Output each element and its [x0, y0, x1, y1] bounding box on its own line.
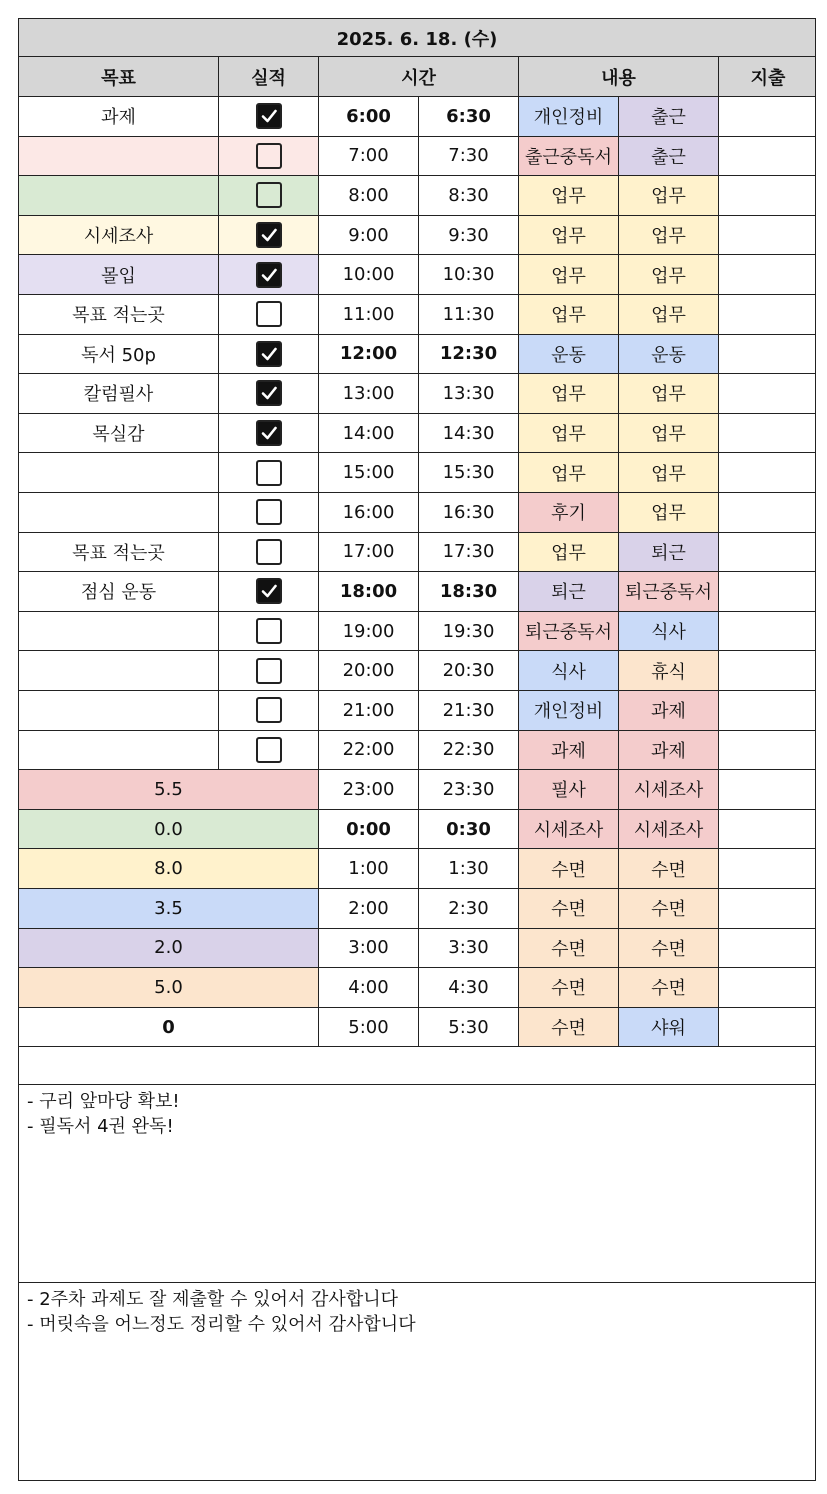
header-spend: 지출 — [750, 67, 786, 89]
summary-row — [19, 849, 815, 889]
header-content: 내용 — [519, 57, 719, 96]
content-cell[interactable]: 필사 — [519, 770, 619, 809]
content-cell[interactable]: 과제 — [619, 731, 719, 770]
done-cell — [219, 493, 319, 532]
summary-value-cell: 0 — [19, 1008, 319, 1047]
done-cell — [219, 335, 319, 374]
content-cell[interactable]: 운동 — [619, 335, 719, 374]
schedule-row — [19, 453, 815, 493]
unchecked-checkbox-icon[interactable] — [256, 618, 282, 644]
goal-cell[interactable]: 목표 적는곳 — [19, 533, 219, 572]
done-cell — [219, 216, 319, 255]
time-start-cell: 15:00 — [319, 453, 419, 492]
schedule-row — [19, 176, 815, 216]
goal-cell[interactable]: 점심 운동 — [19, 572, 219, 611]
time-half-cell: 20:30 — [419, 651, 519, 690]
time-half-cell: 2:30 — [419, 889, 519, 928]
spend-cell[interactable] — [719, 889, 817, 928]
goal-cell[interactable]: 몰입 — [19, 255, 219, 294]
goal-cell[interactable] — [19, 731, 219, 770]
checked-checkbox-icon[interactable] — [256, 341, 282, 367]
content-cell[interactable]: 퇴근 — [619, 533, 719, 572]
done-cell — [219, 572, 319, 611]
goal-cell[interactable]: 목실감 — [19, 414, 219, 453]
spend-cell[interactable] — [719, 493, 817, 532]
time-half-cell: 6:30 — [419, 97, 519, 136]
spend-cell[interactable] — [719, 414, 817, 453]
summary-row — [19, 1008, 815, 1048]
time-start-cell: 13:00 — [319, 374, 419, 413]
spend-cell[interactable] — [719, 295, 817, 334]
time-half-cell: 4:30 — [419, 968, 519, 1007]
time-start-cell: 19:00 — [319, 612, 419, 651]
time-half-cell: 11:30 — [419, 295, 519, 334]
time-half-cell: 8:30 — [419, 176, 519, 215]
summary-row — [19, 968, 815, 1008]
unchecked-checkbox-icon[interactable] — [256, 539, 282, 565]
time-half-cell: 22:30 — [419, 731, 519, 770]
goal-cell[interactable] — [19, 493, 219, 532]
time-start-cell: 9:00 — [319, 216, 419, 255]
content-cell[interactable]: 시세조사 — [619, 770, 719, 809]
header-done: 실적 — [219, 57, 319, 96]
content-cell[interactable]: 퇴근중독서 — [519, 612, 619, 651]
gratitude-notes[interactable] — [19, 1283, 815, 1482]
content-cell[interactable]: 시세조사 — [519, 810, 619, 849]
spend-cell[interactable] — [719, 255, 817, 294]
checked-checkbox-icon[interactable] — [256, 103, 282, 129]
time-half-cell: 5:30 — [419, 1008, 519, 1047]
schedule-row — [19, 731, 815, 771]
content-cell[interactable]: 식사 — [619, 612, 719, 651]
goal-note-line: - 필독서 4권 완독! — [27, 1116, 174, 1137]
time-start-cell: 7:00 — [319, 137, 419, 176]
content-cell[interactable]: 퇴근중독서 — [619, 572, 719, 611]
unchecked-checkbox-icon[interactable] — [256, 697, 282, 723]
content-cell[interactable]: 업무 — [619, 216, 719, 255]
content-cell[interactable]: 업무 — [619, 414, 719, 453]
content-cell[interactable]: 과제 — [519, 731, 619, 770]
done-cell — [219, 453, 319, 492]
content-cell[interactable]: 업무 — [619, 453, 719, 492]
checked-checkbox-icon[interactable] — [256, 420, 282, 446]
time-start-cell: 20:00 — [319, 651, 419, 690]
summary-value-cell: 5.0 — [19, 968, 319, 1007]
daily-planner-sheet — [18, 18, 816, 1481]
time-start-cell: 14:00 — [319, 414, 419, 453]
goal-note-line: - 구리 앞마당 확보! — [27, 1091, 180, 1112]
done-cell — [219, 731, 319, 770]
spend-cell[interactable] — [719, 216, 817, 255]
done-cell — [219, 374, 319, 413]
goal-cell[interactable] — [19, 176, 219, 215]
done-cell — [219, 137, 319, 176]
spend-cell[interactable] — [719, 810, 817, 849]
content-cell[interactable]: 출근 — [619, 97, 719, 136]
unchecked-checkbox-icon[interactable] — [256, 301, 282, 327]
goal-cell[interactable] — [19, 137, 219, 176]
time-half-cell: 9:30 — [419, 216, 519, 255]
goal-cell[interactable]: 시세조사 — [19, 216, 219, 255]
content-cell[interactable]: 운동 — [519, 335, 619, 374]
goal-cell[interactable] — [19, 453, 219, 492]
goal-cell[interactable] — [19, 691, 219, 730]
content-cell[interactable]: 업무 — [519, 374, 619, 413]
schedule-row — [19, 572, 815, 612]
time-start-cell: 1:00 — [319, 849, 419, 888]
time-start-cell: 16:00 — [319, 493, 419, 532]
schedule-row — [19, 533, 815, 573]
spend-cell[interactable] — [719, 849, 817, 888]
time-half-cell: 21:30 — [419, 691, 519, 730]
summary-row — [19, 770, 815, 810]
done-cell — [219, 176, 319, 215]
time-half-cell: 19:30 — [419, 612, 519, 651]
goal-cell[interactable] — [19, 651, 219, 690]
spend-cell[interactable] — [719, 691, 817, 730]
checked-checkbox-icon[interactable] — [256, 222, 282, 248]
summary-row — [19, 929, 815, 969]
spend-cell[interactable] — [719, 1008, 817, 1047]
content-cell[interactable]: 수면 — [519, 849, 619, 888]
schedule-row — [19, 414, 815, 454]
time-start-cell: 21:00 — [319, 691, 419, 730]
spend-cell[interactable] — [719, 572, 817, 611]
date-title: 2025. 6. 18. (수) — [19, 19, 815, 57]
content-cell[interactable]: 식사 — [519, 651, 619, 690]
spend-cell[interactable] — [719, 929, 817, 968]
content-cell[interactable]: 업무 — [619, 295, 719, 334]
summary-value-cell: 8.0 — [19, 849, 319, 888]
content-cell[interactable]: 업무 — [619, 493, 719, 532]
schedule-row — [19, 255, 815, 295]
schedule-row — [19, 216, 815, 256]
goal-cell[interactable] — [19, 612, 219, 651]
time-half-cell: 0:30 — [419, 810, 519, 849]
summary-value-cell: 5.5 — [19, 770, 319, 809]
column-header-row — [19, 57, 815, 97]
spend-cell[interactable] — [719, 137, 817, 176]
spend-cell[interactable] — [719, 453, 817, 492]
content-cell[interactable]: 과제 — [619, 691, 719, 730]
gratitude-note-line: - 2주차 과제도 잘 제출할 수 있어서 감사합니다 — [27, 1289, 398, 1310]
time-half-cell: 16:30 — [419, 493, 519, 532]
content-cell[interactable]: 퇴근 — [519, 572, 619, 611]
time-start-cell: 4:00 — [319, 968, 419, 1007]
content-cell[interactable]: 업무 — [519, 176, 619, 215]
spend-cell[interactable] — [719, 770, 817, 809]
summary-value-cell: 0.0 — [19, 810, 319, 849]
unchecked-checkbox-icon[interactable] — [256, 182, 282, 208]
goal-cell[interactable]: 목표 적는곳 — [19, 295, 219, 334]
content-cell[interactable]: 업무 — [519, 295, 619, 334]
content-cell[interactable]: 수면 — [619, 929, 719, 968]
schedule-row — [19, 335, 815, 375]
header-time: 시간 — [319, 57, 519, 96]
checked-checkbox-icon[interactable] — [256, 380, 282, 406]
schedule-row — [19, 97, 815, 137]
done-cell — [219, 414, 319, 453]
goal-cell[interactable]: 칼럼필사 — [19, 374, 219, 413]
content-cell[interactable]: 수면 — [519, 968, 619, 1007]
time-start-cell: 0:00 — [319, 810, 419, 849]
time-start-cell: 12:00 — [319, 335, 419, 374]
content-cell[interactable]: 수면 — [619, 968, 719, 1007]
time-start-cell: 6:00 — [319, 97, 419, 136]
time-start-cell: 11:00 — [319, 295, 419, 334]
gratitude-note-line: - 머릿속을 어느정도 정리할 수 있어서 감사합니다 — [27, 1314, 416, 1335]
blank-row — [19, 1045, 815, 1085]
time-half-cell: 12:30 — [419, 335, 519, 374]
unchecked-checkbox-icon[interactable] — [256, 460, 282, 486]
content-cell[interactable]: 업무 — [619, 176, 719, 215]
checked-checkbox-icon[interactable] — [256, 262, 282, 288]
done-cell — [219, 612, 319, 651]
content-cell[interactable]: 개인정비 — [519, 97, 619, 136]
time-half-cell: 17:30 — [419, 533, 519, 572]
time-start-cell: 17:00 — [319, 533, 419, 572]
spend-cell[interactable] — [719, 533, 817, 572]
done-cell — [219, 691, 319, 730]
content-cell[interactable]: 개인정비 — [519, 691, 619, 730]
spend-cell[interactable] — [719, 176, 817, 215]
time-half-cell: 13:30 — [419, 374, 519, 413]
unchecked-checkbox-icon[interactable] — [256, 143, 282, 169]
content-cell[interactable]: 시세조사 — [619, 810, 719, 849]
time-start-cell: 22:00 — [319, 731, 419, 770]
time-half-cell: 7:30 — [419, 137, 519, 176]
spend-cell[interactable] — [719, 731, 817, 770]
time-start-cell: 3:00 — [319, 929, 419, 968]
content-cell[interactable]: 수면 — [619, 889, 719, 928]
content-cell[interactable]: 출근 — [619, 137, 719, 176]
content-cell[interactable]: 출근중독서 — [519, 137, 619, 176]
time-start-cell: 23:00 — [319, 770, 419, 809]
spend-cell[interactable] — [719, 97, 817, 136]
time-start-cell: 5:00 — [319, 1008, 419, 1047]
time-half-cell: 18:30 — [419, 572, 519, 611]
unchecked-checkbox-icon[interactable] — [256, 499, 282, 525]
time-half-cell: 3:30 — [419, 929, 519, 968]
time-half-cell: 15:30 — [419, 453, 519, 492]
content-cell[interactable]: 수면 — [519, 929, 619, 968]
time-start-cell: 18:00 — [319, 572, 419, 611]
spend-cell[interactable] — [719, 612, 817, 651]
checked-checkbox-icon[interactable] — [256, 578, 282, 604]
content-cell[interactable]: 휴식 — [619, 651, 719, 690]
content-cell[interactable]: 업무 — [519, 255, 619, 294]
spend-cell[interactable] — [719, 335, 817, 374]
done-cell — [219, 255, 319, 294]
content-cell[interactable]: 업무 — [619, 374, 719, 413]
schedule-row — [19, 295, 815, 335]
content-cell[interactable]: 수면 — [519, 889, 619, 928]
time-start-cell: 8:00 — [319, 176, 419, 215]
schedule-row — [19, 493, 815, 533]
content-cell[interactable]: 업무 — [519, 533, 619, 572]
done-cell — [219, 533, 319, 572]
summary-row — [19, 810, 815, 850]
time-half-cell: 1:30 — [419, 849, 519, 888]
spend-cell[interactable] — [719, 651, 817, 690]
summary-value-cell: 2.0 — [19, 929, 319, 968]
goal-cell[interactable]: 과제 — [19, 97, 219, 136]
content-cell[interactable]: 업무 — [519, 216, 619, 255]
time-half-cell: 14:30 — [419, 414, 519, 453]
goal-cell[interactable]: 독서 50p — [19, 335, 219, 374]
content-cell[interactable]: 업무 — [519, 414, 619, 453]
goals-notes[interactable] — [19, 1085, 815, 1283]
content-cell[interactable]: 수면 — [519, 1008, 619, 1047]
content-cell[interactable]: 샤워 — [619, 1008, 719, 1047]
content-cell[interactable]: 업무 — [519, 453, 619, 492]
done-cell — [219, 97, 319, 136]
schedule-row — [19, 691, 815, 731]
spend-cell[interactable] — [719, 968, 817, 1007]
time-start-cell: 2:00 — [319, 889, 419, 928]
schedule-row — [19, 374, 815, 414]
time-start-cell: 10:00 — [319, 255, 419, 294]
schedule-row — [19, 137, 815, 177]
schedule-row — [19, 612, 815, 652]
spend-cell[interactable] — [719, 374, 817, 413]
header-goal: 목표 — [19, 57, 219, 96]
done-cell — [219, 295, 319, 334]
schedule-row — [19, 651, 815, 691]
done-cell — [219, 651, 319, 690]
time-half-cell: 10:30 — [419, 255, 519, 294]
summary-row — [19, 889, 815, 929]
unchecked-checkbox-icon[interactable] — [256, 737, 282, 763]
content-cell[interactable]: 후기 — [519, 493, 619, 532]
content-cell[interactable]: 수면 — [619, 849, 719, 888]
summary-value-cell: 3.5 — [19, 889, 319, 928]
unchecked-checkbox-icon[interactable] — [256, 658, 282, 684]
content-cell[interactable]: 업무 — [619, 255, 719, 294]
time-half-cell: 23:30 — [419, 770, 519, 809]
